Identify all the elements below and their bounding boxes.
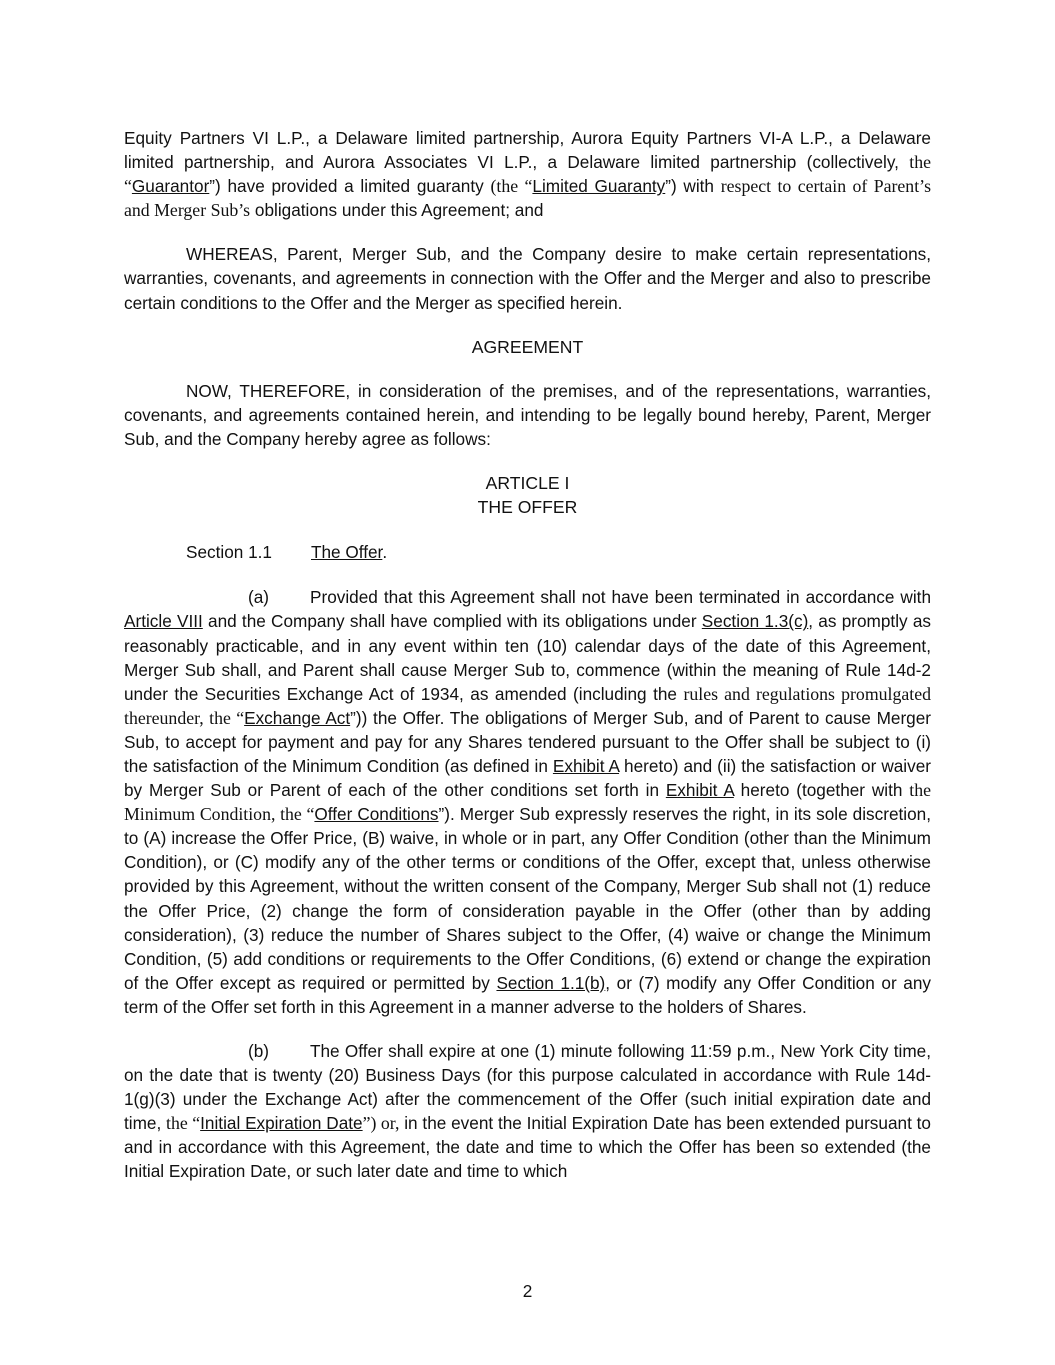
subsection-text: hereto (together with [733, 780, 910, 801]
agreement-clause: NOW, THEREFORE, in consideration of the premises, and of the representations, warranties, covenants, and agreements contained herein, and intending to be legally bound hereby, Parent, Merger Sub, and the Company hereby agree as follows: [124, 380, 931, 449]
cross-reference: Exhibit A [552, 755, 620, 776]
article-title: THE OFFER [477, 497, 578, 518]
recital-text: obligations under this Agreement; and [250, 200, 544, 221]
agreement-heading: AGREEMENT [471, 336, 584, 357]
document-page [124, 126, 931, 1204]
article-number: ARTICLE I [485, 473, 570, 494]
subsection-text: ”)) the Offer. The obligations of Merger Sub, and of Parent to cause Merger Sub, to accept for payment and pay for any Shares tendered pursuant to the Offer shall be subject to (i) the satisfaction of the Minimum Condition (as defined in [124, 707, 932, 776]
subsection-text: ”). Merger Sub expressly reserves the right, in its sole discretion, to (A) increase the Offer Price, (B) waive, in whole or in part, any Offer Condition (other than the Minimum Condition), or (C) modify any of the other terms or conditions of the Offer, except that, unless otherwise provided by this Agreement, without the written consent of the Company, Merger Sub shall not (1) reduce the Offer Price, (2) change the form of consideration payable in the Offer (other than by adding consideration), (3) reduce the number of Shares subject to the Offer, (4) waive or change the Minimum Condition, (5) add conditions or requirements to the Offer Conditions, (6) extend or change the expiration of the Offer except as required or permitted by [124, 804, 931, 993]
cross-reference: Section 1.1(b) [496, 972, 606, 993]
subsection-text: the “ [166, 1113, 201, 1134]
cross-reference: Article VIII [124, 611, 203, 632]
section-number: Section 1.1 [186, 542, 272, 563]
cross-reference: Exhibit A [665, 780, 734, 801]
subsection-text: , as promptly as reasonably practicable, and in any event within ten (10) calendar days of the date of this Agreement, Merger Sub shall, and Parent shall cause Merger Sub to, commence (within the meaning of Rule 14d-2 under the Securities Exchange Act of 1934, as amended (including the [124, 611, 931, 704]
recital-whereas: WHEREAS, Parent, Merger Sub, and the Company desire to make certain representations, warranties, covenants, and agreements in connection with the Offer and the Merger and also to prescribe certain conditions to the Offer and the Merger as specified herein. [124, 244, 931, 313]
article-heading [124, 471, 931, 519]
recital-text: (the “ [490, 176, 533, 197]
subsection-text: , or (7) modify any Offer Condition or any term of the Offer set forth in this Agreement in a manner adverse to the holders of Shares. [124, 972, 931, 1017]
subsection-text: the Minimum Condition, the “ [124, 780, 931, 825]
defined-term-offer-conditions: Offer Conditions [314, 804, 439, 825]
subsection-text: in the event the Initial Expiration Date has been extended pursuant to and in accordance with this Agreement, the date and time to which the Offer has been so extended (the Initial Expiration Date, or such later date and time to which [124, 1113, 931, 1182]
defined-term-guarantor: Guarantor [131, 176, 210, 197]
subsection-a [124, 585, 931, 1019]
recital-text: the “ [124, 152, 931, 197]
subsection-text: The Offer shall expire at one (1) minute following 11:59 p.m., New York City time, on the date that is twenty (20) Business Days (for this purpose calculated in accordance with Rule 14d-1(g)(3) under the Exchange Act) after the commencement of the Offer (such initial expiration date and time, [124, 1041, 931, 1134]
section-title: The Offer [311, 542, 383, 563]
recital-text: Equity Partners VI L.P., a Delaware limited partnership, Aurora Equity Partners VI-A L.P., a Delaware limited partnership, and Aurora Associates VI L.P., a Delaware limited partnership (collectively, [124, 128, 931, 173]
recital-text: respect to certain of Parent’s and Merger Sub’s [124, 176, 931, 221]
recital-guarantor [124, 126, 931, 222]
subsection-text: and the Company shall have complied with its obligations under [202, 611, 702, 632]
subsection-b [124, 1039, 931, 1184]
section-heading [186, 540, 931, 564]
cross-reference: Section 1.3(c) [701, 611, 809, 632]
section-title-period: . [382, 542, 388, 563]
subsection-text: rules and regulations promulgated thereunder, the “ [124, 683, 931, 728]
defined-term-exchange-act: Exchange Act [244, 707, 351, 728]
subsection-label: (b) [248, 1041, 270, 1061]
subsection-text: ”) or, [362, 1113, 400, 1134]
defined-term-limited-guaranty: Limited Guaranty [532, 176, 666, 197]
subsection-label: (a) [248, 587, 270, 608]
recital-text: ”) have provided a limited guaranty [209, 176, 491, 197]
defined-term-initial-expiration-date: Initial Expiration Date [200, 1113, 363, 1134]
subsection-text: Provided that this Agreement shall not have been terminated in accordance with [310, 587, 931, 608]
subsection-text: hereto) and (ii) the satisfaction or waiver by Merger Sub or Parent of each of the other conditions set forth in [124, 755, 931, 801]
recital-text: ”) with [665, 176, 721, 197]
page-number: 2 [522, 1281, 533, 1301]
